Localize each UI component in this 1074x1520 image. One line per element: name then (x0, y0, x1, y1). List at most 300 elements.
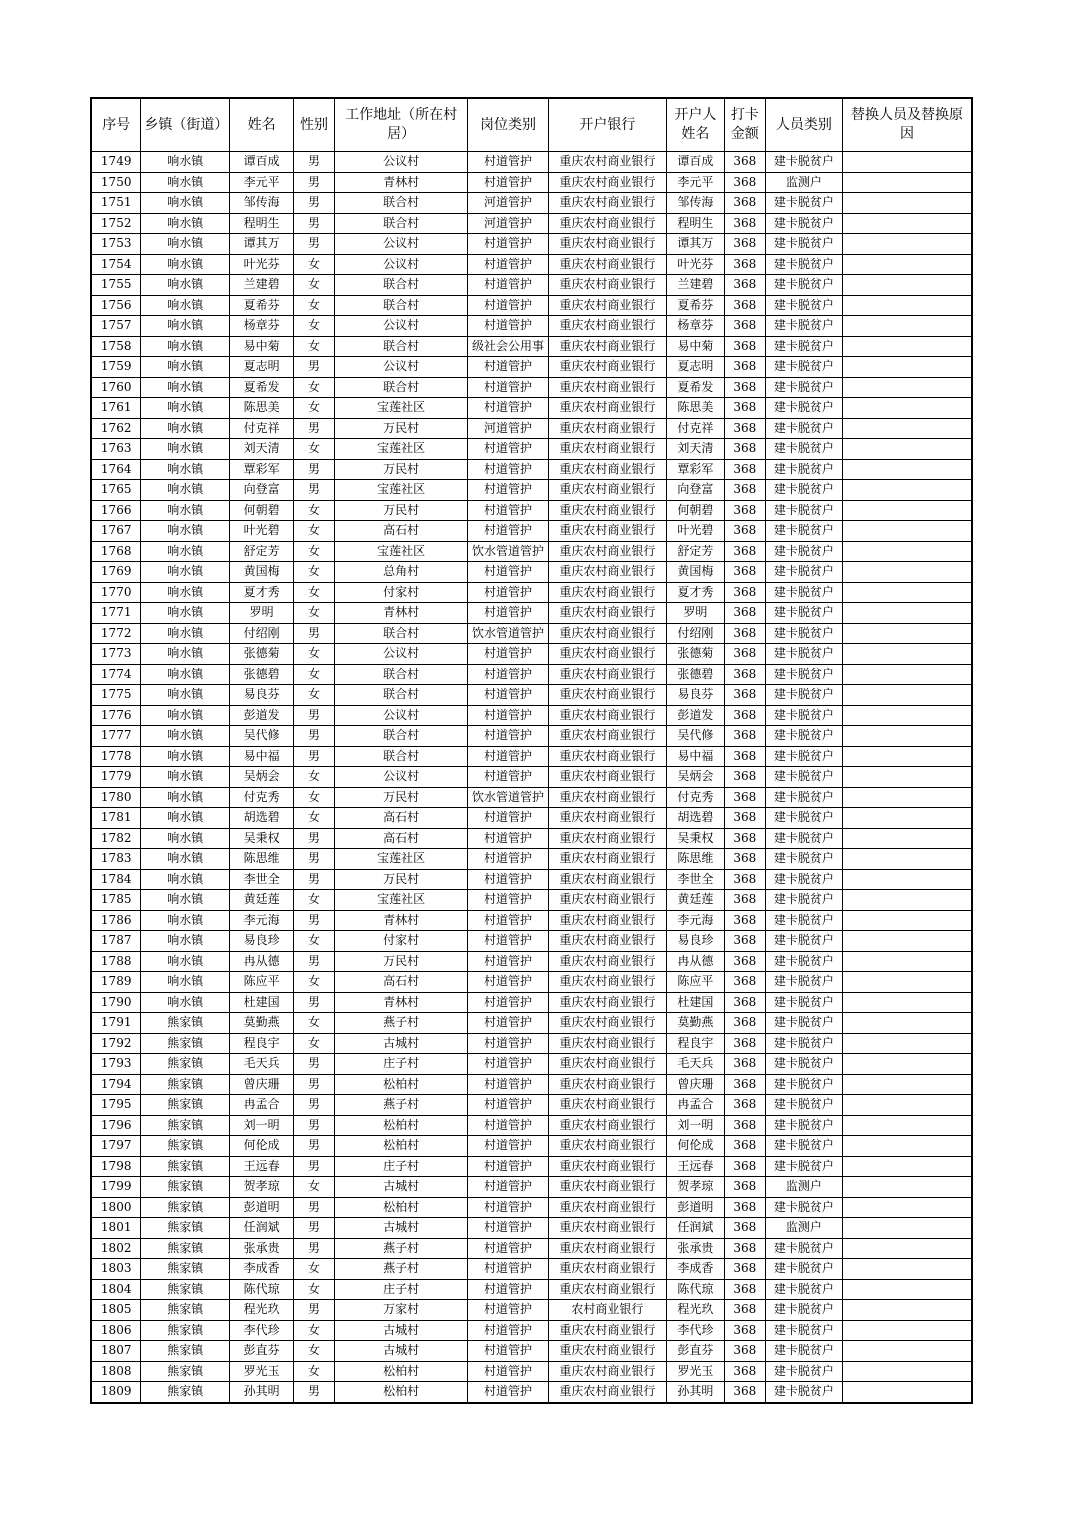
cell-amount: 368 (724, 1279, 765, 1300)
cell-serial: 1753 (91, 234, 141, 255)
cell-bank: 重庆农村商业银行 (548, 1136, 666, 1157)
cell-amount: 368 (724, 1033, 765, 1054)
cell-bank: 重庆农村商业银行 (548, 767, 666, 788)
cell-gender: 女 (294, 787, 335, 808)
cell-name: 兰建碧 (230, 275, 294, 296)
cell-replacement (843, 1238, 972, 1259)
cell-name: 覃彩军 (230, 459, 294, 480)
cell-work-address: 公议村 (334, 152, 467, 173)
cell-post-type: 村道管护 (468, 1136, 548, 1157)
cell-replacement (843, 1013, 972, 1034)
cell-account-holder: 杨章芬 (666, 316, 724, 337)
cell-bank: 重庆农村商业银行 (548, 603, 666, 624)
table-row (91, 459, 972, 480)
cell-township: 熊家镇 (141, 1136, 230, 1157)
cell-replacement (843, 1054, 972, 1075)
cell-person-category: 建卡脱贫户 (765, 193, 842, 214)
cell-work-address: 联合村 (334, 664, 467, 685)
cell-person-category: 建卡脱贫户 (765, 1279, 842, 1300)
cell-serial: 1799 (91, 1177, 141, 1198)
cell-replacement (843, 1156, 972, 1177)
cell-serial: 1790 (91, 992, 141, 1013)
cell-serial: 1770 (91, 582, 141, 603)
cell-gender: 女 (294, 890, 335, 911)
cell-work-address: 庄子村 (334, 1279, 467, 1300)
cell-person-category: 建卡脱贫户 (765, 808, 842, 829)
cell-name: 何伦成 (230, 1136, 294, 1157)
cell-gender: 女 (294, 541, 335, 562)
cell-name: 叶光芬 (230, 254, 294, 275)
cell-replacement (843, 685, 972, 706)
cell-account-holder: 程良宇 (666, 1033, 724, 1054)
table-row (91, 1156, 972, 1177)
col-header-person-category: 人员类别 (765, 98, 842, 152)
cell-replacement (843, 992, 972, 1013)
cell-bank: 重庆农村商业银行 (548, 541, 666, 562)
cell-replacement (843, 1259, 972, 1280)
table-row (91, 705, 972, 726)
cell-township: 响水镇 (141, 746, 230, 767)
cell-amount: 368 (724, 951, 765, 972)
cell-work-address: 松柏村 (334, 1197, 467, 1218)
cell-serial: 1801 (91, 1218, 141, 1239)
cell-township: 响水镇 (141, 890, 230, 911)
table-row (91, 295, 972, 316)
cell-person-category: 建卡脱贫户 (765, 1320, 842, 1341)
cell-serial: 1752 (91, 213, 141, 234)
cell-account-holder: 易良珍 (666, 931, 724, 952)
cell-township: 熊家镇 (141, 1177, 230, 1198)
cell-name: 张德菊 (230, 644, 294, 665)
table-row (91, 1054, 972, 1075)
cell-gender: 男 (294, 459, 335, 480)
cell-person-category: 建卡脱贫户 (765, 398, 842, 419)
cell-amount: 368 (724, 1136, 765, 1157)
cell-bank: 重庆农村商业银行 (548, 398, 666, 419)
cell-replacement (843, 500, 972, 521)
roster-table (90, 97, 973, 1404)
cell-replacement (843, 1095, 972, 1116)
cell-post-type: 村道管护 (468, 705, 548, 726)
cell-amount: 368 (724, 787, 765, 808)
cell-township: 响水镇 (141, 910, 230, 931)
cell-name: 易中福 (230, 746, 294, 767)
cell-post-type: 村道管护 (468, 1156, 548, 1177)
cell-township: 响水镇 (141, 193, 230, 214)
cell-gender: 女 (294, 1320, 335, 1341)
table-row (91, 1238, 972, 1259)
cell-bank: 重庆农村商业银行 (548, 1320, 666, 1341)
cell-bank: 重庆农村商业银行 (548, 1279, 666, 1300)
cell-name: 罗明 (230, 603, 294, 624)
cell-gender: 女 (294, 1033, 335, 1054)
cell-person-category: 建卡脱贫户 (765, 316, 842, 337)
cell-person-category: 建卡脱贫户 (765, 767, 842, 788)
cell-serial: 1777 (91, 726, 141, 747)
table-row (91, 623, 972, 644)
cell-name: 夏志明 (230, 357, 294, 378)
table-row (91, 972, 972, 993)
cell-gender: 女 (294, 1013, 335, 1034)
cell-work-address: 联合村 (334, 193, 467, 214)
cell-work-address: 联合村 (334, 623, 467, 644)
table-row (91, 1341, 972, 1362)
cell-name: 谭百成 (230, 152, 294, 173)
cell-account-holder: 胡选碧 (666, 808, 724, 829)
cell-name: 刘天清 (230, 439, 294, 460)
cell-bank: 重庆农村商业银行 (548, 193, 666, 214)
cell-work-address: 公议村 (334, 644, 467, 665)
cell-name: 陈代琼 (230, 1279, 294, 1300)
cell-serial: 1755 (91, 275, 141, 296)
cell-bank: 重庆农村商业银行 (548, 213, 666, 234)
cell-account-holder: 杜建国 (666, 992, 724, 1013)
cell-person-category: 建卡脱贫户 (765, 787, 842, 808)
cell-township: 响水镇 (141, 705, 230, 726)
cell-account-holder: 莫勤燕 (666, 1013, 724, 1034)
cell-name: 罗光玉 (230, 1361, 294, 1382)
cell-person-category: 建卡脱贫户 (765, 357, 842, 378)
table-row (91, 1259, 972, 1280)
cell-name: 张承贵 (230, 1238, 294, 1259)
cell-serial: 1798 (91, 1156, 141, 1177)
cell-account-holder: 张德菊 (666, 644, 724, 665)
cell-amount: 368 (724, 500, 765, 521)
cell-amount: 368 (724, 480, 765, 501)
cell-amount: 368 (724, 152, 765, 173)
cell-amount: 368 (724, 1013, 765, 1034)
cell-gender: 男 (294, 1054, 335, 1075)
cell-amount: 368 (724, 418, 765, 439)
cell-post-type: 村道管护 (468, 1341, 548, 1362)
cell-amount: 368 (724, 193, 765, 214)
cell-replacement (843, 398, 972, 419)
cell-name: 孙其明 (230, 1382, 294, 1403)
cell-serial: 1793 (91, 1054, 141, 1075)
cell-amount: 368 (724, 1259, 765, 1280)
cell-bank: 重庆农村商业银行 (548, 459, 666, 480)
cell-serial: 1762 (91, 418, 141, 439)
cell-post-type: 村道管护 (468, 459, 548, 480)
cell-name: 易良珍 (230, 931, 294, 952)
cell-name: 李元海 (230, 910, 294, 931)
table-row (91, 439, 972, 460)
cell-name: 彭道明 (230, 1197, 294, 1218)
cell-name: 陈思维 (230, 849, 294, 870)
cell-post-type: 村道管护 (468, 664, 548, 685)
cell-bank: 重庆农村商业银行 (548, 1033, 666, 1054)
cell-post-type: 村道管护 (468, 890, 548, 911)
cell-replacement (843, 152, 972, 173)
cell-gender: 男 (294, 1238, 335, 1259)
cell-serial: 1808 (91, 1361, 141, 1382)
cell-gender: 男 (294, 849, 335, 870)
cell-serial: 1797 (91, 1136, 141, 1157)
cell-township: 响水镇 (141, 726, 230, 747)
cell-post-type: 村道管护 (468, 972, 548, 993)
cell-work-address: 燕子村 (334, 1095, 467, 1116)
cell-person-category: 建卡脱贫户 (765, 582, 842, 603)
cell-person-category: 建卡脱贫户 (765, 910, 842, 931)
cell-replacement (843, 582, 972, 603)
cell-account-holder: 冉孟合 (666, 1095, 724, 1116)
cell-name: 任润斌 (230, 1218, 294, 1239)
cell-post-type: 饮水管道管护 (468, 541, 548, 562)
cell-post-type: 村道管护 (468, 1013, 548, 1034)
cell-name: 陈应平 (230, 972, 294, 993)
table-header-row (91, 98, 972, 152)
table-row (91, 1197, 972, 1218)
cell-person-category: 建卡脱贫户 (765, 1054, 842, 1075)
cell-person-category: 建卡脱贫户 (765, 152, 842, 173)
cell-amount: 368 (724, 1218, 765, 1239)
cell-serial: 1789 (91, 972, 141, 993)
cell-account-holder: 易中菊 (666, 336, 724, 357)
cell-account-holder: 李元平 (666, 172, 724, 193)
cell-person-category: 建卡脱贫户 (765, 1197, 842, 1218)
cell-name: 李世全 (230, 869, 294, 890)
cell-account-holder: 王远春 (666, 1156, 724, 1177)
cell-serial: 1791 (91, 1013, 141, 1034)
cell-gender: 女 (294, 972, 335, 993)
cell-work-address: 高石村 (334, 808, 467, 829)
cell-amount: 368 (724, 377, 765, 398)
cell-gender: 男 (294, 869, 335, 890)
cell-bank: 重庆农村商业银行 (548, 828, 666, 849)
cell-person-category: 建卡脱贫户 (765, 705, 842, 726)
cell-amount: 368 (724, 644, 765, 665)
cell-bank: 重庆农村商业银行 (548, 992, 666, 1013)
cell-gender: 女 (294, 1177, 335, 1198)
cell-replacement (843, 644, 972, 665)
cell-replacement (843, 1136, 972, 1157)
cell-replacement (843, 193, 972, 214)
cell-name: 付克祥 (230, 418, 294, 439)
cell-work-address: 公议村 (334, 357, 467, 378)
cell-serial: 1761 (91, 398, 141, 419)
cell-bank: 重庆农村商业银行 (548, 910, 666, 931)
cell-person-category: 建卡脱贫户 (765, 234, 842, 255)
cell-bank: 重庆农村商业银行 (548, 1361, 666, 1382)
cell-bank: 重庆农村商业银行 (548, 931, 666, 952)
cell-account-holder: 易中福 (666, 746, 724, 767)
cell-person-category: 建卡脱贫户 (765, 1156, 842, 1177)
cell-township: 熊家镇 (141, 1341, 230, 1362)
cell-gender: 女 (294, 1259, 335, 1280)
cell-account-holder: 吴炳会 (666, 767, 724, 788)
cell-account-holder: 程明生 (666, 213, 724, 234)
table-row (91, 275, 972, 296)
cell-replacement (843, 787, 972, 808)
cell-person-category: 建卡脱贫户 (765, 1074, 842, 1095)
cell-person-category: 建卡脱贫户 (765, 1013, 842, 1034)
cell-name: 李成香 (230, 1259, 294, 1280)
cell-work-address: 松柏村 (334, 1382, 467, 1403)
table-row (91, 910, 972, 931)
cell-township: 响水镇 (141, 316, 230, 337)
cell-name: 曾庆珊 (230, 1074, 294, 1095)
cell-amount: 368 (724, 808, 765, 829)
cell-person-category: 建卡脱贫户 (765, 951, 842, 972)
cell-account-holder: 夏志明 (666, 357, 724, 378)
cell-work-address: 青林村 (334, 172, 467, 193)
col-header-name: 姓名 (230, 98, 294, 152)
cell-work-address: 古城村 (334, 1320, 467, 1341)
cell-work-address: 高石村 (334, 828, 467, 849)
cell-gender: 女 (294, 685, 335, 706)
cell-bank: 重庆农村商业银行 (548, 787, 666, 808)
cell-work-address: 公议村 (334, 234, 467, 255)
cell-gender: 女 (294, 1361, 335, 1382)
cell-gender: 女 (294, 808, 335, 829)
cell-post-type: 村道管护 (468, 295, 548, 316)
cell-amount: 368 (724, 1320, 765, 1341)
table-row (91, 500, 972, 521)
cell-post-type: 河道管护 (468, 213, 548, 234)
cell-work-address: 松柏村 (334, 1115, 467, 1136)
cell-bank: 重庆农村商业银行 (548, 972, 666, 993)
cell-bank: 重庆农村商业银行 (548, 1054, 666, 1075)
cell-replacement (843, 664, 972, 685)
cell-post-type: 村道管护 (468, 746, 548, 767)
cell-serial: 1767 (91, 521, 141, 542)
cell-serial: 1771 (91, 603, 141, 624)
cell-work-address: 联合村 (334, 295, 467, 316)
cell-amount: 368 (724, 541, 765, 562)
cell-post-type: 村道管护 (468, 726, 548, 747)
cell-replacement (843, 459, 972, 480)
cell-gender: 女 (294, 664, 335, 685)
cell-work-address: 万民村 (334, 787, 467, 808)
cell-bank: 重庆农村商业银行 (548, 808, 666, 829)
cell-person-category: 建卡脱贫户 (765, 377, 842, 398)
cell-serial: 1779 (91, 767, 141, 788)
cell-amount: 368 (724, 910, 765, 931)
cell-amount: 368 (724, 705, 765, 726)
cell-gender: 女 (294, 582, 335, 603)
cell-work-address: 宝莲社区 (334, 398, 467, 419)
cell-post-type: 村道管护 (468, 500, 548, 521)
cell-serial: 1800 (91, 1197, 141, 1218)
cell-person-category: 建卡脱贫户 (765, 1259, 842, 1280)
cell-work-address: 高石村 (334, 521, 467, 542)
cell-bank: 重庆农村商业银行 (548, 439, 666, 460)
cell-replacement (843, 910, 972, 931)
cell-work-address: 燕子村 (334, 1238, 467, 1259)
cell-amount: 368 (724, 234, 765, 255)
cell-person-category: 建卡脱贫户 (765, 890, 842, 911)
cell-amount: 368 (724, 213, 765, 234)
cell-serial: 1754 (91, 254, 141, 275)
cell-replacement (843, 1382, 972, 1403)
table-row (91, 808, 972, 829)
cell-amount: 368 (724, 603, 765, 624)
cell-township: 响水镇 (141, 377, 230, 398)
cell-township: 响水镇 (141, 951, 230, 972)
cell-bank: 重庆农村商业银行 (548, 726, 666, 747)
cell-gender: 女 (294, 439, 335, 460)
cell-amount: 368 (724, 992, 765, 1013)
cell-person-category: 建卡脱贫户 (765, 603, 842, 624)
cell-person-category: 建卡脱贫户 (765, 869, 842, 890)
cell-person-category: 建卡脱贫户 (765, 254, 842, 275)
cell-township: 响水镇 (141, 828, 230, 849)
table-row (91, 951, 972, 972)
cell-bank: 重庆农村商业银行 (548, 1238, 666, 1259)
cell-township: 响水镇 (141, 213, 230, 234)
cell-serial: 1804 (91, 1279, 141, 1300)
cell-amount: 368 (724, 746, 765, 767)
cell-account-holder: 何伦成 (666, 1136, 724, 1157)
table-row (91, 664, 972, 685)
cell-amount: 368 (724, 1361, 765, 1382)
cell-post-type: 村道管护 (468, 316, 548, 337)
cell-person-category: 建卡脱贫户 (765, 992, 842, 1013)
cell-work-address: 宝莲社区 (334, 849, 467, 870)
cell-person-category: 建卡脱贫户 (765, 500, 842, 521)
roster-sheet (90, 97, 973, 1404)
cell-person-category: 建卡脱贫户 (765, 459, 842, 480)
cell-serial: 1794 (91, 1074, 141, 1095)
table-row (91, 1218, 972, 1239)
table-row (91, 869, 972, 890)
cell-amount: 368 (724, 869, 765, 890)
cell-gender: 男 (294, 213, 335, 234)
cell-person-category: 建卡脱贫户 (765, 275, 842, 296)
table-row (91, 849, 972, 870)
cell-post-type: 村道管护 (468, 1218, 548, 1239)
cell-township: 响水镇 (141, 869, 230, 890)
cell-work-address: 联合村 (334, 726, 467, 747)
cell-post-type: 村道管护 (468, 1054, 548, 1075)
cell-amount: 368 (724, 1300, 765, 1321)
cell-post-type: 村道管护 (468, 828, 548, 849)
table-body (91, 152, 972, 1403)
cell-bank: 重庆农村商业银行 (548, 623, 666, 644)
cell-post-type: 村道管护 (468, 910, 548, 931)
table-row (91, 787, 972, 808)
cell-bank: 重庆农村商业银行 (548, 1013, 666, 1034)
cell-replacement (843, 254, 972, 275)
cell-amount: 368 (724, 931, 765, 952)
cell-replacement (843, 623, 972, 644)
cell-name: 胡选碧 (230, 808, 294, 829)
cell-account-holder: 刘天清 (666, 439, 724, 460)
cell-name: 舒定芳 (230, 541, 294, 562)
cell-post-type: 饮水管道管护 (468, 787, 548, 808)
cell-name: 贺孝琼 (230, 1177, 294, 1198)
cell-gender: 女 (294, 500, 335, 521)
cell-replacement (843, 213, 972, 234)
cell-township: 熊家镇 (141, 1279, 230, 1300)
cell-bank: 重庆农村商业银行 (548, 316, 666, 337)
table-row (91, 931, 972, 952)
cell-gender: 女 (294, 521, 335, 542)
col-header-serial: 序号 (91, 98, 141, 152)
cell-post-type: 村道管护 (468, 480, 548, 501)
col-header-amount: 打卡金额 (724, 98, 765, 152)
cell-replacement (843, 275, 972, 296)
cell-serial: 1756 (91, 295, 141, 316)
cell-bank: 重庆农村商业银行 (548, 951, 666, 972)
cell-gender: 女 (294, 336, 335, 357)
cell-replacement (843, 1177, 972, 1198)
cell-replacement (843, 172, 972, 193)
cell-replacement (843, 849, 972, 870)
cell-bank: 重庆农村商业银行 (548, 849, 666, 870)
cell-serial: 1796 (91, 1115, 141, 1136)
cell-post-type: 村道管护 (468, 254, 548, 275)
